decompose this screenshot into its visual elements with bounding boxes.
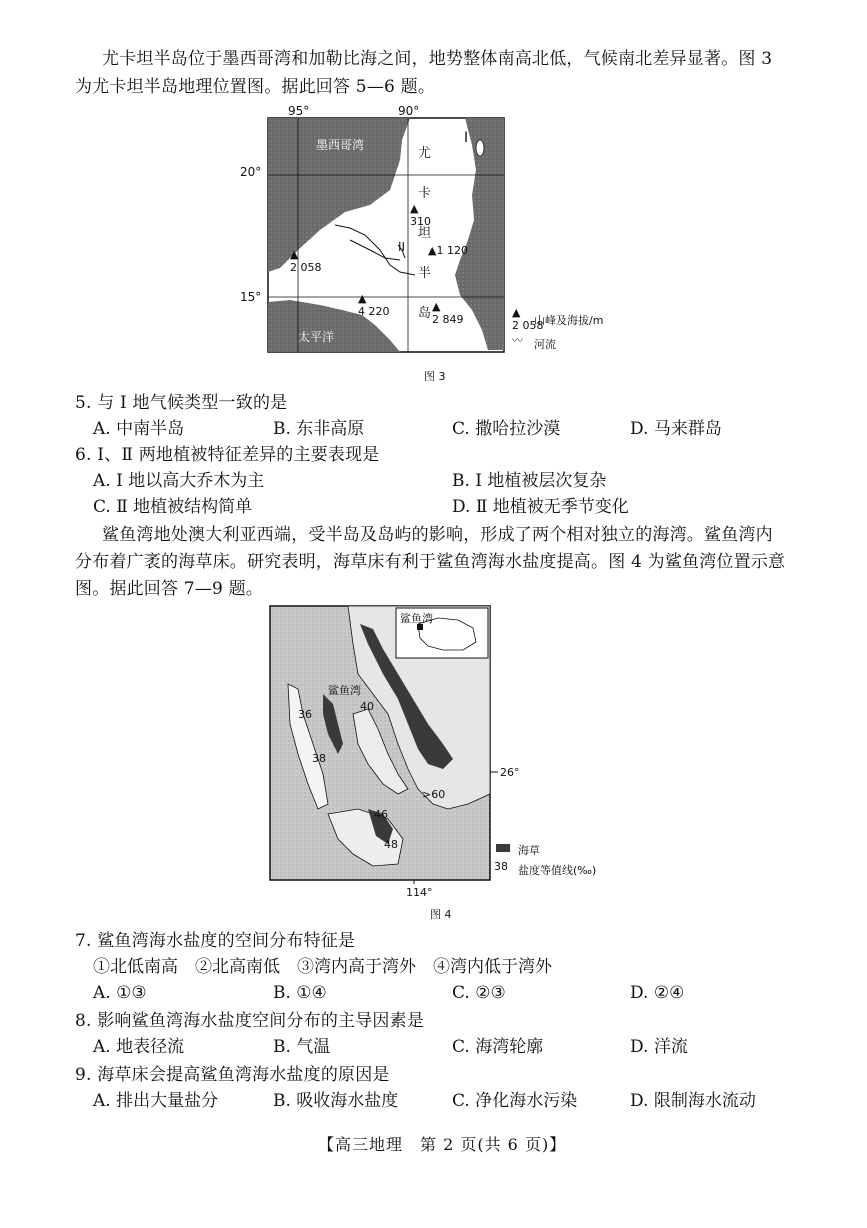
q6-option-a: A. Ⅰ 地以高大乔木为主	[93, 471, 265, 491]
q7-statements: ①北低南高 ②北高南低 ③湾内高于湾外 ④湾内低于湾外	[93, 957, 552, 977]
location-ii-mark: II	[398, 240, 406, 254]
figure-3-map	[240, 100, 610, 362]
peninsula-char-3: 坦	[418, 226, 432, 241]
fig3-lat-15: 15°	[240, 290, 262, 304]
inset-label: 鲨鱼湾	[400, 612, 433, 625]
contour-36: 36	[298, 708, 312, 721]
legend-contour-value: 38	[494, 860, 508, 873]
gulf-label: 墨西哥湾	[316, 138, 365, 152]
fig3-lon-90: 90°	[398, 104, 420, 118]
fig3-caption: 图 3	[424, 370, 446, 383]
peak-2058: ▲ 2 058	[290, 248, 322, 274]
peak-310: ▲ 310	[410, 202, 431, 228]
legend-contour-label: 盐度等值线(‰)	[518, 864, 597, 877]
contour-38: 38	[312, 752, 326, 765]
legend-peak-label: 山峰及海拔/m	[534, 314, 604, 327]
fig4-lon-114: 114°	[406, 886, 433, 899]
figure-4-map	[268, 604, 648, 904]
q8-stem: 8. 影响鲨鱼湾海水盐度空间分布的主导因素是	[75, 1011, 425, 1031]
legend-seagrass-label: 海草	[518, 844, 540, 857]
intro1-line1: 尤卡坦半岛位于墨西哥湾和加勒比海之间，地势整体南高北低，气候南北差异显著。图 3	[102, 49, 773, 69]
q7-option-a: A. ①③	[93, 983, 147, 1003]
location-i-mark: I	[464, 130, 469, 146]
peak-4220: ▲ 4 220	[358, 292, 390, 318]
contour-46: 46	[374, 808, 388, 821]
peninsula-char-4: 半	[418, 266, 432, 281]
intro1-line2: 为尤卡坦半岛地理位置图。据此回答 5—6 题。	[75, 77, 436, 97]
q5-option-c: C. 撒哈拉沙漠	[452, 419, 561, 439]
q7-option-c: C. ②③	[452, 983, 506, 1003]
q9-stem: 9. 海草床会提高鲨鱼湾海水盐度的原因是	[75, 1065, 390, 1085]
legend-seagrass-swatch	[496, 844, 510, 852]
peak-1120: ▲1 120	[428, 244, 468, 257]
q9-option-d: D. 限制海水流动	[630, 1091, 756, 1111]
figure-4-svg	[268, 604, 648, 884]
q5-option-b: B. 东非高原	[273, 419, 365, 439]
q5-stem: 5. 与 Ⅰ 地气候类型一致的是	[75, 393, 288, 413]
fig4-caption: 图 4	[430, 908, 452, 921]
contour-gt60: >60	[422, 788, 446, 801]
intro2-line2: 分布着广袤的海草床。研究表明，海草床有利于鲨鱼湾海水盐度提高。图 4 为鲨鱼湾位置示意	[75, 552, 786, 572]
fig3-lat-20: 20°	[240, 165, 262, 179]
q8-option-b: B. 气温	[273, 1037, 331, 1057]
contour-40: 40	[360, 700, 374, 713]
peak-2849: ▲ 2 849	[432, 300, 464, 326]
q7-option-d: D. ②④	[630, 983, 685, 1003]
contour-48: 48	[384, 838, 398, 851]
peninsula-char-1: 尤	[418, 146, 432, 161]
peninsula-char-2: 卡	[418, 186, 432, 201]
q6-option-d: D. Ⅱ 地植被无季节变化	[452, 497, 629, 517]
q6-stem: 6. Ⅰ、Ⅱ 两地植被特征差异的主要表现是	[75, 445, 380, 465]
fig3-lon-95: 95°	[288, 104, 310, 118]
bay-label: 鲨鱼湾	[328, 684, 361, 697]
q8-option-d: D. 洋流	[630, 1037, 688, 1057]
intro2-line3: 图。据此回答 7—9 题。	[75, 579, 264, 599]
legend-peak: ▲ 2 058	[512, 306, 544, 332]
legend-river-icon: 〰	[512, 334, 523, 347]
fig4-lat-26: 26°	[500, 766, 520, 779]
q8-option-c: C. 海湾轮廓	[452, 1037, 544, 1057]
q6-option-c: C. Ⅱ 地植被结构简单	[93, 497, 253, 517]
intro2-line1: 鲨鱼湾地处澳大利亚西端，受半岛及岛屿的影响，形成了两个相对独立的海湾。鲨鱼湾内	[102, 525, 773, 545]
pacific-label: 太平洋	[298, 330, 335, 344]
q9-option-c: C. 净化海水污染	[452, 1091, 578, 1111]
q7-option-b: B. ①④	[273, 983, 327, 1003]
q9-option-a: A. 排出大量盐分	[93, 1091, 219, 1111]
q6-option-b: B. Ⅰ 地植被层次复杂	[452, 471, 607, 491]
q5-option-a: A. 中南半岛	[93, 419, 185, 439]
page-footer: 【高三地理 第 2 页(共 6 页)】	[318, 1135, 567, 1154]
q7-stem: 7. 鲨鱼湾海水盐度的空间分布特征是	[75, 931, 356, 951]
legend-river-label: 河流	[534, 338, 556, 351]
q5-option-d: D. 马来群岛	[630, 419, 722, 439]
q8-option-a: A. 地表径流	[93, 1037, 185, 1057]
q9-option-b: B. 吸收海水盐度	[273, 1091, 399, 1111]
peninsula-char-5: 岛	[418, 306, 432, 321]
